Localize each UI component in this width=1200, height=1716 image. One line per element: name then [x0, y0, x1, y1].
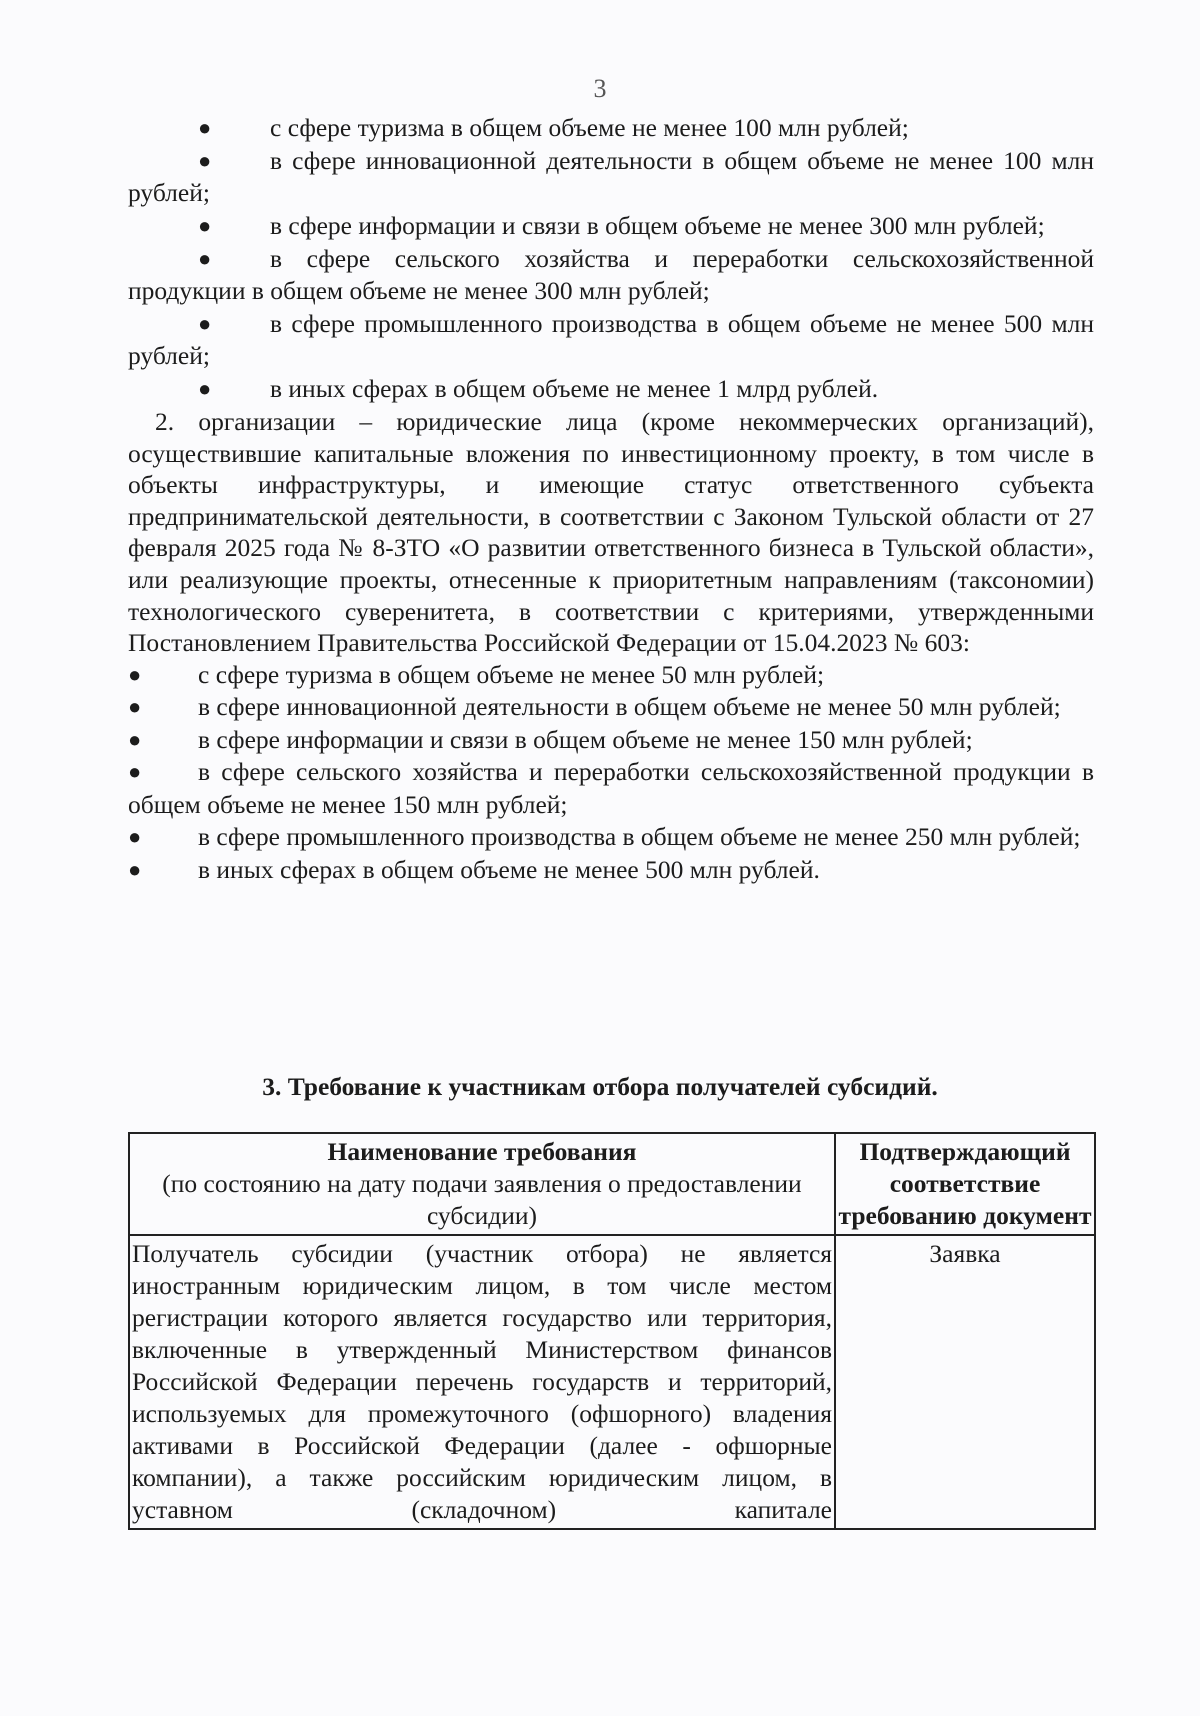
document-body	[128, 112, 1094, 886]
list-item	[128, 373, 1094, 405]
list-item	[128, 821, 1094, 854]
list-item	[128, 243, 1094, 307]
list-item-text: в сфере промышленного производства в общем объеме не менее 500 млн рублей;	[128, 309, 1094, 370]
list-item	[128, 145, 1094, 209]
header-requirement-subtitle: (по состоянию на дату подачи заявления о предоставлении субсидии)	[162, 1169, 802, 1230]
list-item-text: в сфере инновационной деятельности в общем объеме не менее 100 млн рублей;	[128, 146, 1094, 207]
list-item	[128, 112, 1094, 144]
list-item	[128, 659, 1094, 692]
bullet-icon: ●	[198, 246, 212, 271]
bullet-icon: ●	[198, 148, 212, 173]
list-item-text: в сфере информации и связи в общем объеме не менее 300 млн рублей;	[270, 211, 1045, 240]
list-item	[128, 724, 1094, 757]
bullet-icon: ●	[128, 759, 142, 785]
requirements-table	[128, 1132, 1096, 1530]
list-item-text: в сфере инновационной деятельности в общем объеме не менее 50 млн рублей;	[198, 692, 1061, 722]
bullet-icon: ●	[198, 115, 212, 140]
bullet-icon: ●	[128, 694, 142, 720]
bullet-icon: ●	[128, 661, 142, 687]
list-item-text: в сфере информации и связи в общем объеме не менее 150 млн рублей;	[198, 724, 973, 754]
list-item-text: с сфере туризма в общем объеме не менее 100 млн рублей;	[270, 113, 909, 142]
list-item	[128, 210, 1094, 242]
section-heading: 3. Требование к участникам отбора получателей субсидий.	[262, 1072, 938, 1101]
bullet-icon: ●	[198, 376, 212, 401]
list-item-text: в иных сферах в общем объеме не менее 500 млн рублей.	[198, 854, 820, 884]
list-item-text: в сфере сельского хозяйства и переработки сельскохозяйственной продукции в общем объеме не менее 300 млн рублей;	[128, 244, 1094, 305]
list-item	[128, 308, 1094, 372]
list-item	[128, 854, 1094, 887]
bullet-icon: ●	[128, 824, 142, 850]
list-item-text: с сфере туризма в общем объеме не менее 50 млн рублей;	[198, 659, 825, 689]
bullet-icon: ●	[198, 311, 212, 336]
bullet-icon: ●	[128, 856, 142, 882]
list-item-text: в сфере сельского хозяйства и переработки сельскохозяйственной продукции в общем объеме не менее 150 млн рублей;	[128, 757, 1094, 819]
list-item	[128, 691, 1094, 724]
list-item	[128, 756, 1094, 821]
requirement-cell: Получатель субсидии (участник отбора) не является иностранным юридическим лицом, в том числе местом регистрации которого является государство или территория, включенные в утвержденный Министерством финансов Российской Федерации перечень государств и территорий, используемых для промежуточного (офшорного) владения активами в Российской Федерации (далее - офшорные компании), а также российским юридическим лицом, в уставном (складочном) капитале	[129, 1235, 835, 1529]
header-requirement	[129, 1133, 835, 1235]
header-document: Подтверждающий соответствие требованию документ	[835, 1133, 1095, 1235]
document-cell: Заявка	[835, 1235, 1095, 1529]
table-header-row	[129, 1133, 1095, 1235]
table-row	[129, 1235, 1095, 1529]
list-item-text: в сфере промышленного производства в общем объеме не менее 250 млн рублей;	[198, 822, 1081, 852]
header-requirement-title: Наименование требования	[327, 1137, 637, 1166]
page-number: 3	[593, 74, 607, 103]
paragraph-2: 2. организации – юридические лица (кроме некоммерческих организаций), осуществившие капитальные вложения по инвестиционному проекту, в том числе в объекты инфраструктуры, и имеющие статус ответственного субъекта предпринимательской деятельности, в соответствии с Законом Тульской области от 27 февраля 2025 года № 8-ЗТО «О развитии ответственного бизнеса в Тульской области», или реализующие проекты, отнесенные к приоритетным направлениям (таксономии) технологического суверенитета, в соответствии с критериями, утвержденными Постановлением Правительства Российской Федерации от 15.04.2023 № 603:	[128, 407, 1094, 658]
list-item-text: в иных сферах в общем объеме не менее 1 млрд рублей.	[270, 374, 879, 403]
bullet-icon: ●	[198, 213, 212, 238]
bullet-icon: ●	[128, 726, 142, 752]
